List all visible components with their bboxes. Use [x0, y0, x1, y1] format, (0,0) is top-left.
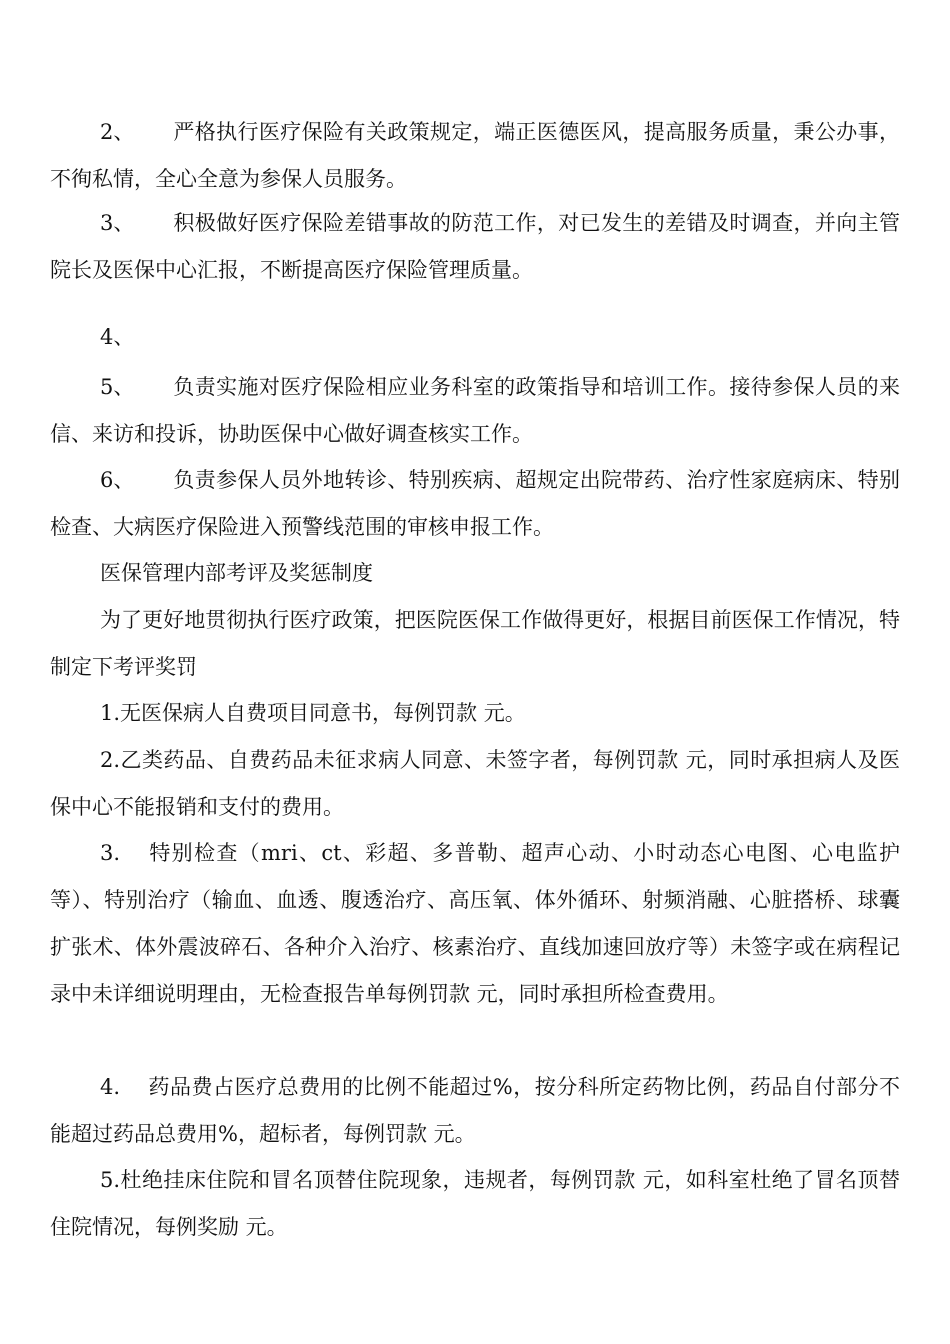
item-3-number: 3、	[100, 211, 135, 235]
item-3-paragraph	[50, 200, 900, 294]
item-2-number: 2、	[100, 120, 135, 144]
item-2-paragraph	[50, 109, 900, 203]
item-5-paragraph	[50, 364, 900, 458]
section-title: 医保管理内部考评及奖惩制度	[100, 561, 373, 585]
rule-4-number: 4.	[100, 1075, 121, 1099]
rule-3-text: 特别检查（mri、ct、彩超、多普勒、超声心动、小时动态心电图、心电监护等）、特别治疗（输血、血透、腹透治疗、高压氧、体外循环、射频消融、心脏搭桥、球囊扩张术、体外震波碎石、各种介入治疗、核素治疗、直线加速回放疗等）未签字或在病程记录中未详细说明理由，无检查报告单每例罚款 元，同时承担所检查费用。	[50, 841, 900, 1006]
item-5-number: 5、	[100, 375, 135, 399]
item-4-paragraph	[50, 314, 900, 361]
rule-3-number: 3.	[100, 841, 121, 865]
item-6-text: 负责参保人员外地转诊、特别疾病、超规定出院带药、治疗性家庭病床、特别检查、大病医疗保险进入预警线范围的审核申报工作。	[50, 468, 900, 539]
rule-4-text: 药品费占医疗总费用的比例不能超过%，按分科所定药物比例，药品自付部分不能超过药品总费用%，超标者，每例罚款 元。	[50, 1075, 900, 1146]
rule-1: 1.无医保病人自费项目同意书，每例罚款 元。	[100, 701, 526, 725]
rule-4-paragraph	[50, 1064, 900, 1158]
rule-5: 5.杜绝挂床住院和冒名顶替住院现象，违规者，每例罚款 元，如科室杜绝了冒名顶替住院情况，每例奖励 元。	[50, 1168, 900, 1239]
item-6-number: 6、	[100, 468, 135, 492]
item-4-number: 4、	[100, 325, 135, 349]
item-3-text: 积极做好医疗保险差错事故的防范工作，对已发生的差错及时调查，并向主管院长及医保中心汇报，不断提高医疗保险管理质量。	[50, 211, 900, 282]
item-6-paragraph	[50, 457, 900, 551]
intro-paragraph: 为了更好地贯彻执行医疗政策，把医院医保工作做得更好，根据目前医保工作情况，特制定下考评奖罚	[50, 608, 900, 679]
item-5-text: 负责实施对医疗保险相应业务科室的政策指导和培训工作。接待参保人员的来信、来访和投诉，协助医保中心做好调查核实工作。	[50, 375, 900, 446]
rule-2: 2.乙类药品、自费药品未征求病人同意、未签字者，每例罚款 元，同时承担病人及医保中心不能报销和支付的费用。	[50, 748, 900, 819]
item-2-text: 严格执行医疗保险有关政策规定，端正医德医风，提高服务质量，秉公办事，不徇私情，全心全意为参保人员服务。	[50, 120, 900, 191]
rule-3-paragraph	[50, 830, 900, 1018]
